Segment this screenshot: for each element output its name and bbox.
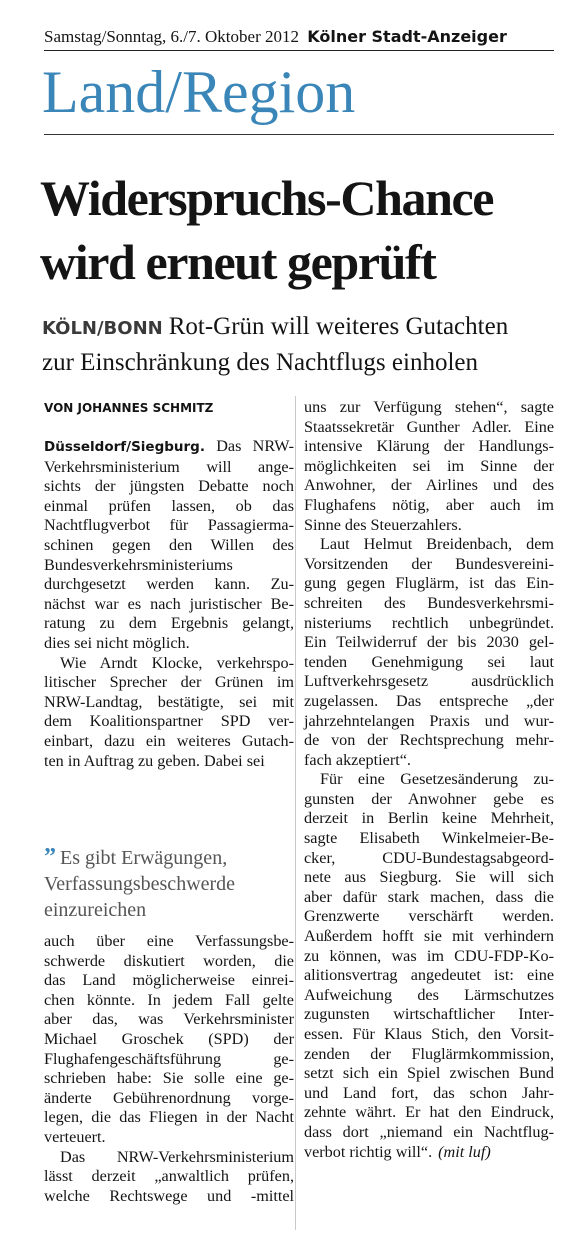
text-line: setzt sich ein Spiel zwischen Bund [304, 1064, 554, 1083]
text-line: dem Koalitionspartner SPD ver- [44, 712, 294, 731]
text-line: cker, CDU-Bundestagsabgeord- [304, 848, 554, 867]
text-line: das Land möglicherweise einrei- [44, 971, 294, 990]
text-line: Bundesverkehrsministeriums [44, 555, 233, 574]
text-line: sichts der jüngsten Debatte noch [44, 477, 294, 496]
text-line: uns zur Verfügung stehen“, sagte [304, 398, 554, 416]
headline-line: wird erneut geprüft [40, 234, 436, 290]
text-line: ten in Auftrag zu geben. Dabei sei [44, 751, 265, 770]
text-line: Staatssekretär Gunther Adler. Eine [304, 417, 554, 436]
text-line: Flughafengeschäftsführung ge- [44, 1049, 294, 1068]
text-line: zugunsten wirtschaftlicher Inter- [304, 1005, 554, 1024]
text-line: nete aus Siegburg. Sie will sich [304, 868, 554, 887]
text-line: zenden der Fluglärmkommission, [304, 1044, 554, 1063]
text-fragment: Das NRW- [204, 437, 294, 455]
headline [40, 166, 560, 294]
text-line: Für eine Gesetzesänderung zu- [320, 770, 554, 789]
text-line: Laut Helmut Breidenbach, dem [320, 535, 554, 554]
text-line: ratung zu dem Ergebnis gelangt, [44, 614, 294, 633]
text-line: Sinne des Steuerzahlers. [304, 515, 462, 534]
text-line: jahrzehntelangen Praxis und wur- [304, 711, 554, 730]
byline: VON JOHANNES SCHMITZ [44, 401, 214, 415]
text-line: auch über eine Verfassungsbe- [44, 932, 294, 950]
newspaper-name: Kölner Stadt-Anzeiger [307, 27, 507, 46]
text-line: möglichkeiten sei im Sinne der [304, 456, 554, 475]
section-rule [44, 134, 554, 135]
text-line: chen könnte. In jedem Fall gelte [44, 990, 294, 1009]
pull-quote-line: einzureichen [44, 899, 147, 921]
text-line: intensive Klärung der Handlungs- [304, 437, 554, 456]
text-line: einbart, dazu ein weiteres Gutach- [44, 731, 294, 750]
text-line: Wie Arndt Klocke, verkehrspo- [60, 653, 294, 672]
text-line: durchgesetzt werden kann. Zu- [44, 575, 294, 594]
text-line: zu können, was im CDU-FDP-Ko- [304, 946, 554, 965]
text-line: gung gegen Fluglärm, ist das Ein- [304, 574, 554, 593]
text-line: Verkehrsministerium will ange- [44, 457, 294, 476]
text-line: Flughafens nötig, aber auch im [304, 495, 554, 514]
text-line: derzeit in Berlin keine Mehrheit, [304, 809, 554, 828]
article-column-1-bottom [44, 932, 294, 1206]
text-line: Grenzwerte verschärft werden. [304, 907, 554, 926]
subhead-text: Rot-Grün will weiteres Gutachten [168, 313, 509, 340]
text-line: schrieben habe: Sie solle eine ge- [44, 1069, 294, 1088]
text-line: Michael Groschek (SPD) der [44, 1029, 294, 1048]
text-line [304, 1143, 554, 1163]
text-line: essen. Für Klaus Stich, den Vorsit- [304, 1025, 554, 1043]
text-line: nisteriums rechtlich unbegründet. [304, 613, 554, 632]
text-line: zehnte währt. Er hat den Eindruck, [304, 1103, 554, 1122]
text-line: Ein Teilwiderruf der bis 2030 gel- [304, 633, 554, 652]
subhead-line: zur Einschränkung des Nachtflugs einholen [42, 349, 478, 376]
text-line: NRW-Landtag, bestätigte, sei mit [44, 692, 294, 711]
text-line: einmal prüfen lassen, ob das [44, 496, 294, 515]
text-line: tenden Genehmigung sei laut [304, 652, 554, 671]
text-line: änderte Gebührenordnung vorge- [44, 1088, 294, 1107]
pull-quote-text: Es gibt Erwägungen, [60, 847, 228, 869]
text-line: Außerdem hofft sie mit verhindern [304, 927, 554, 946]
dateline [44, 24, 554, 51]
pull-quote [44, 844, 294, 923]
text-line: schinen gegen den Willen des [44, 535, 294, 554]
dateline-place: Düsseldorf/Siegburg. [44, 439, 205, 455]
text-line: dies sei nicht möglich. [44, 633, 190, 652]
subhead-line [42, 310, 557, 346]
text-line: Luftverkehrsgesetz ausdrücklich [304, 672, 554, 691]
article-column-2 [304, 398, 554, 1162]
text-line: zugelassen. Das entspreche „der [304, 691, 554, 710]
text-line: schwerde diskutiert worden, die [44, 951, 294, 970]
text-line: verteuert. [44, 1127, 106, 1146]
text-line: fach akzeptiert“. [304, 750, 411, 769]
text-line: Nachtflugverbot für Passagierma- [44, 516, 294, 535]
text-fragment: verbot richtig will“. [304, 1142, 433, 1161]
subheadline [42, 310, 557, 380]
location-label: KÖLN/BONN [42, 318, 163, 339]
text-line: Vorsitzenden der Bundesvereini- [304, 554, 554, 573]
text-line: Anwohner, der Airlines und des [304, 476, 554, 495]
text-line: und Land fort, das schon Jahr- [304, 1083, 554, 1102]
quote-mark-icon: ” [44, 844, 56, 870]
headline-line: Widerspruchs-Chance [40, 170, 494, 226]
pull-quote-line [44, 844, 294, 871]
text-line [44, 437, 294, 458]
text-line: de von der Rechtsprechung mehr- [304, 731, 554, 750]
text-line: nächst war es nach juristischer Be- [44, 594, 294, 613]
pull-quote-line: Verfassungsbeschwerde [44, 873, 236, 895]
text-line: Das NRW-Verkehrsministerium [60, 1147, 294, 1166]
text-line: litischer Sprecher der Grünen im [44, 673, 294, 692]
column-divider [295, 396, 296, 1230]
issue-date: Samstag/Sonntag, 6./7. Oktober 2012 [44, 27, 299, 46]
text-line: dass dort „niemand ein Nachtflug- [304, 1122, 554, 1141]
article-column-1-top [44, 437, 294, 771]
section-title: Land/Region [42, 59, 356, 125]
text-line: alitionsvertrag angedeutet ist: eine [304, 966, 554, 985]
text-line: schreiten des Bundesverkehrsmi- [304, 593, 554, 612]
text-line: lässt derzeit „anwaltlich prüfen, [44, 1167, 294, 1186]
text-line: Aufweichung des Lärmschutzes [304, 985, 554, 1004]
author-credit: (mit luf) [438, 1142, 491, 1161]
text-line: welche Rechtswege und -mittel [44, 1186, 294, 1205]
text-line: sagte Elisabeth Winkelmeier-Be- [304, 829, 554, 848]
text-line: aber das, was Verkehrsminister [44, 1010, 294, 1029]
text-line: legen, die das Fliegen in der Nacht [44, 1108, 294, 1127]
text-line: aber dafür stark machen, dass die [304, 887, 554, 906]
text-line: gunsten der Anwohner gebe es [304, 789, 554, 808]
